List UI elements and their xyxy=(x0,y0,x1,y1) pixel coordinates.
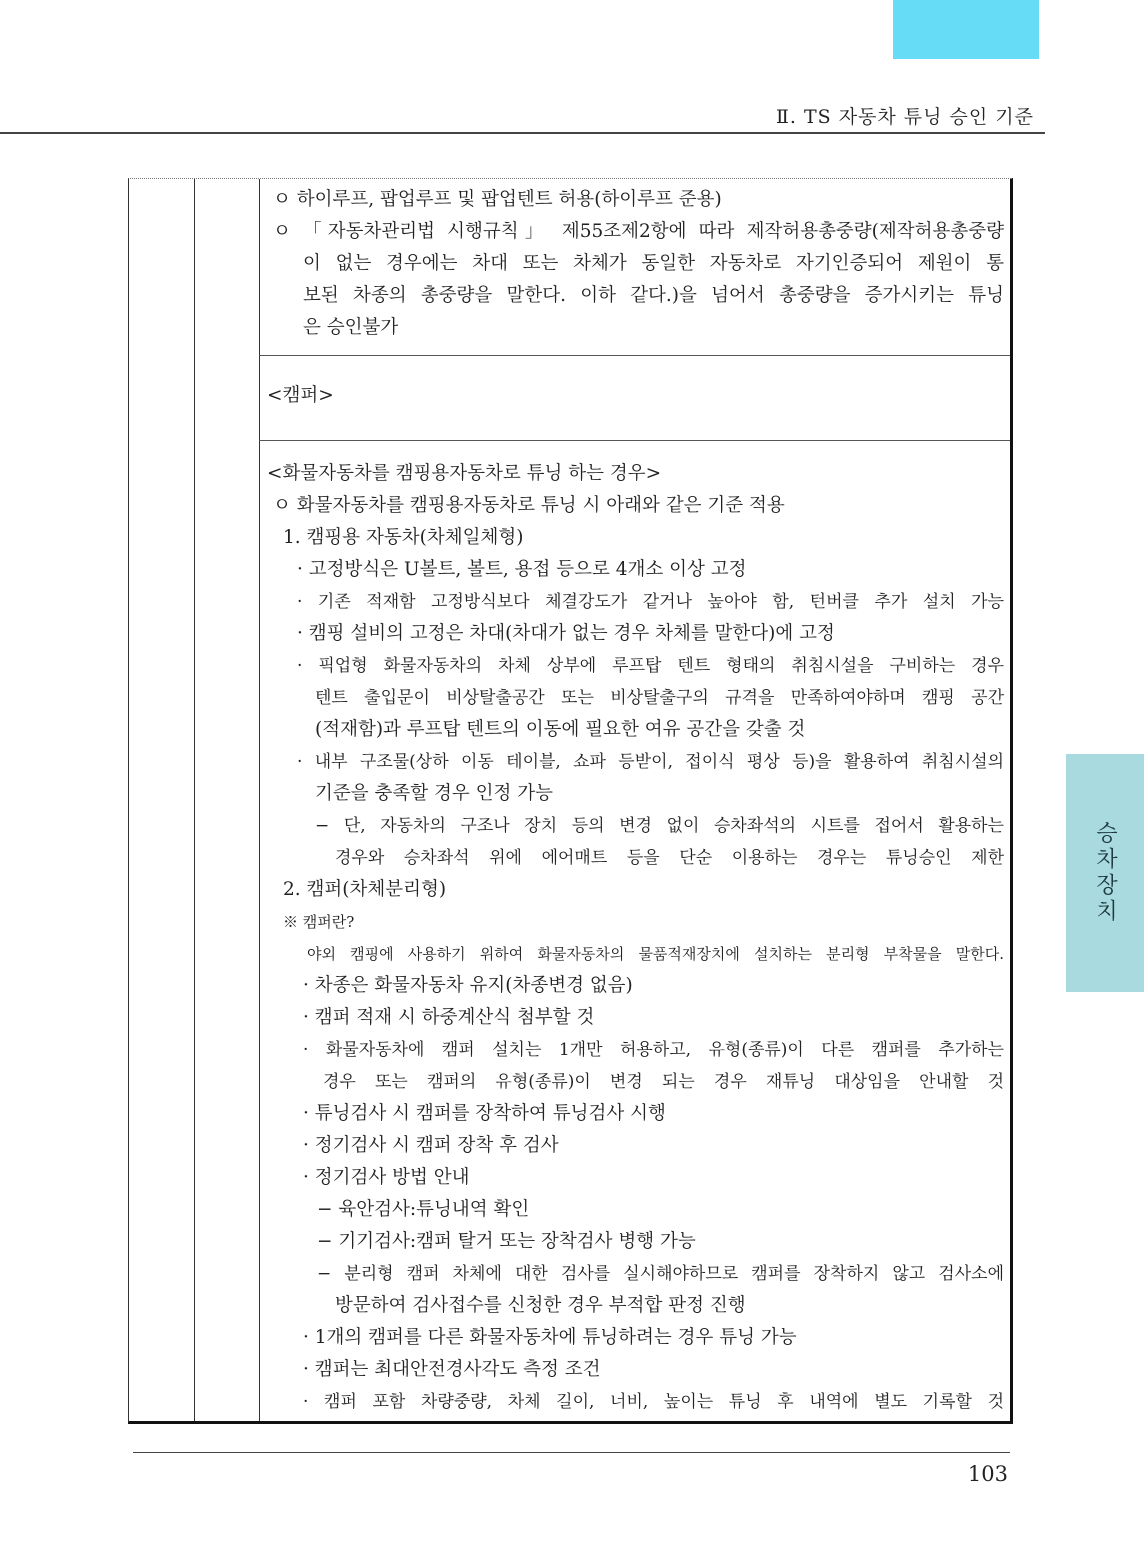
cell-camper-details xyxy=(267,458,1004,1418)
text-line: 기준을 충족할 경우 인정 가능 xyxy=(315,783,553,804)
cell-camper-heading xyxy=(267,380,1004,412)
dot-item: · 캠퍼는 최대안전경사각도 측정 조건 xyxy=(303,1359,601,1380)
row-divider xyxy=(259,440,1010,441)
dot-item: · 픽업형 화물자동차의 차체 상부에 루프탑 텐트 형태의 취침시설을 구비하는 경우 xyxy=(297,656,1004,676)
dot-item: · 1개의 캠퍼를 다른 화물자동차에 튜닝하려는 경우 튜닝 가능 xyxy=(303,1327,797,1348)
text-line: 은 승인불가 xyxy=(303,317,399,338)
text-line: 방문하여 검사접수를 신청한 경우 부적합 판정 진행 xyxy=(335,1295,746,1316)
numbered-item: 1. 캠핑용 자동차(차체일체형) xyxy=(283,527,524,548)
bullet-line: ㅇ 「자동차관리법 시행규칙」 제55조제2항에 따라 제작허용총중량(제작허용총중량 xyxy=(273,221,1004,242)
dot-item: · 고정방식은 U볼트, 볼트, 용접 등으로 4개소 이상 고정 xyxy=(297,559,747,580)
dash-item: − 기기검사:캠퍼 탈거 또는 장착검사 병행 가능 xyxy=(317,1231,696,1252)
dot-item: · 정기검사 시 캠퍼 장착 후 검사 xyxy=(303,1135,559,1156)
dot-item: · 캠퍼 포함 차량중량, 차체 길이, 너비, 높이는 튜닝 후 내역에 별도 기록할 것 xyxy=(303,1392,1004,1412)
text-line: (적재함)과 루프탑 텐트의 이동에 필요한 여유 공간을 갖출 것 xyxy=(315,719,806,740)
corner-color-tab xyxy=(893,0,1039,59)
dot-item: · 캠핑 설비의 고정은 차대(차대가 없는 경우 차체를 말한다)에 고정 xyxy=(297,623,835,644)
dot-item: · 내부 구조물(상하 이동 테이블, 쇼파 등받이, 접이식 평상 등)을 활용하여 취침시설의 xyxy=(297,752,1004,772)
numbered-item: 2. 캠퍼(차체분리형) xyxy=(283,879,447,900)
dash-item: − 육안검사:튜닝내역 확인 xyxy=(317,1199,530,1220)
side-tab-label: 승차장치 xyxy=(1092,821,1118,925)
text-line: 텐트 출입문이 비상탈출공간 또는 비상탈출구의 규격을 만족하여야하며 캠핑 공간 xyxy=(315,688,1004,708)
note-line: ※ 캠퍼란? xyxy=(283,913,355,931)
bullet-line: ㅇ 하이루프, 팝업루프 및 팝업텐트 허용(하이루프 준용) xyxy=(273,189,722,210)
dot-item: · 차종은 화물자동차 유지(차종변경 없음) xyxy=(303,975,633,996)
column-divider xyxy=(259,179,260,1421)
dot-item: · 정기검사 방법 안내 xyxy=(303,1167,470,1188)
dot-item: · 기존 적재함 고정방식보다 체결강도가 같거나 높아야 함, 턴버클 추가 설치 가능 xyxy=(297,592,1004,612)
row-divider xyxy=(259,355,1010,356)
side-section-tab xyxy=(1066,754,1144,992)
section-heading: <캠퍼> xyxy=(267,385,334,406)
footer-rule xyxy=(133,1452,1010,1453)
dot-item: · 캠퍼 적재 시 하중계산식 첨부할 것 xyxy=(303,1007,595,1028)
dot-item: · 튜닝검사 시 캠퍼를 장착하여 튜닝검사 시행 xyxy=(303,1103,666,1124)
cell-roof-and-weight xyxy=(267,184,1004,344)
header-rule xyxy=(0,132,1045,134)
dash-item: − 단, 자동차의 구조나 장치 등의 변경 없이 승차좌석의 시트를 접어서 활용하는 xyxy=(315,816,1004,836)
column-divider xyxy=(194,179,195,1421)
definition-line: 야외 캠핑에 사용하기 위하여 화물자동차의 물품적재장치에 설치하는 분리형 부착물을 말한다. xyxy=(307,945,1004,963)
text-line: 이 없는 경우에는 차대 또는 차체가 동일한 자동차로 자기인증되어 제원이 통 xyxy=(303,253,1004,274)
subsection-title: <화물자동차를 캠핑용자동차로 튜닝 하는 경우> xyxy=(267,463,662,484)
dot-item: · 화물자동차에 캠퍼 설치는 1개만 허용하고, 유형(종류)이 다른 캠퍼를 추가하는 xyxy=(303,1040,1004,1060)
bullet-line: ㅇ 화물자동차를 캠핑용자동차로 튜닝 시 아래와 같은 기준 적용 xyxy=(273,495,785,516)
text-line: 경우 또는 캠퍼의 유형(종류)이 변경 되는 경우 재튜닝 대상임을 안내할 것 xyxy=(323,1072,1004,1092)
dash-item: − 분리형 캠퍼 차체에 대한 검사를 실시해야하므로 캠퍼를 장착하지 않고 검사소에 xyxy=(317,1264,1004,1284)
text-line: 보된 차종의 총중량을 말한다. 이하 같다.)을 넘어서 총중량을 증가시키는 튜닝 xyxy=(303,285,1004,306)
text-line: 경우와 승차좌석 위에 에어매트 등을 단순 이용하는 경우는 튜닝승인 제한 xyxy=(335,848,1004,868)
chapter-header-title: Ⅱ. TS 자동차 튜닝 승인 기준 xyxy=(775,106,1034,128)
page-number: 103 xyxy=(967,1462,1008,1486)
criteria-table xyxy=(128,178,1013,1424)
